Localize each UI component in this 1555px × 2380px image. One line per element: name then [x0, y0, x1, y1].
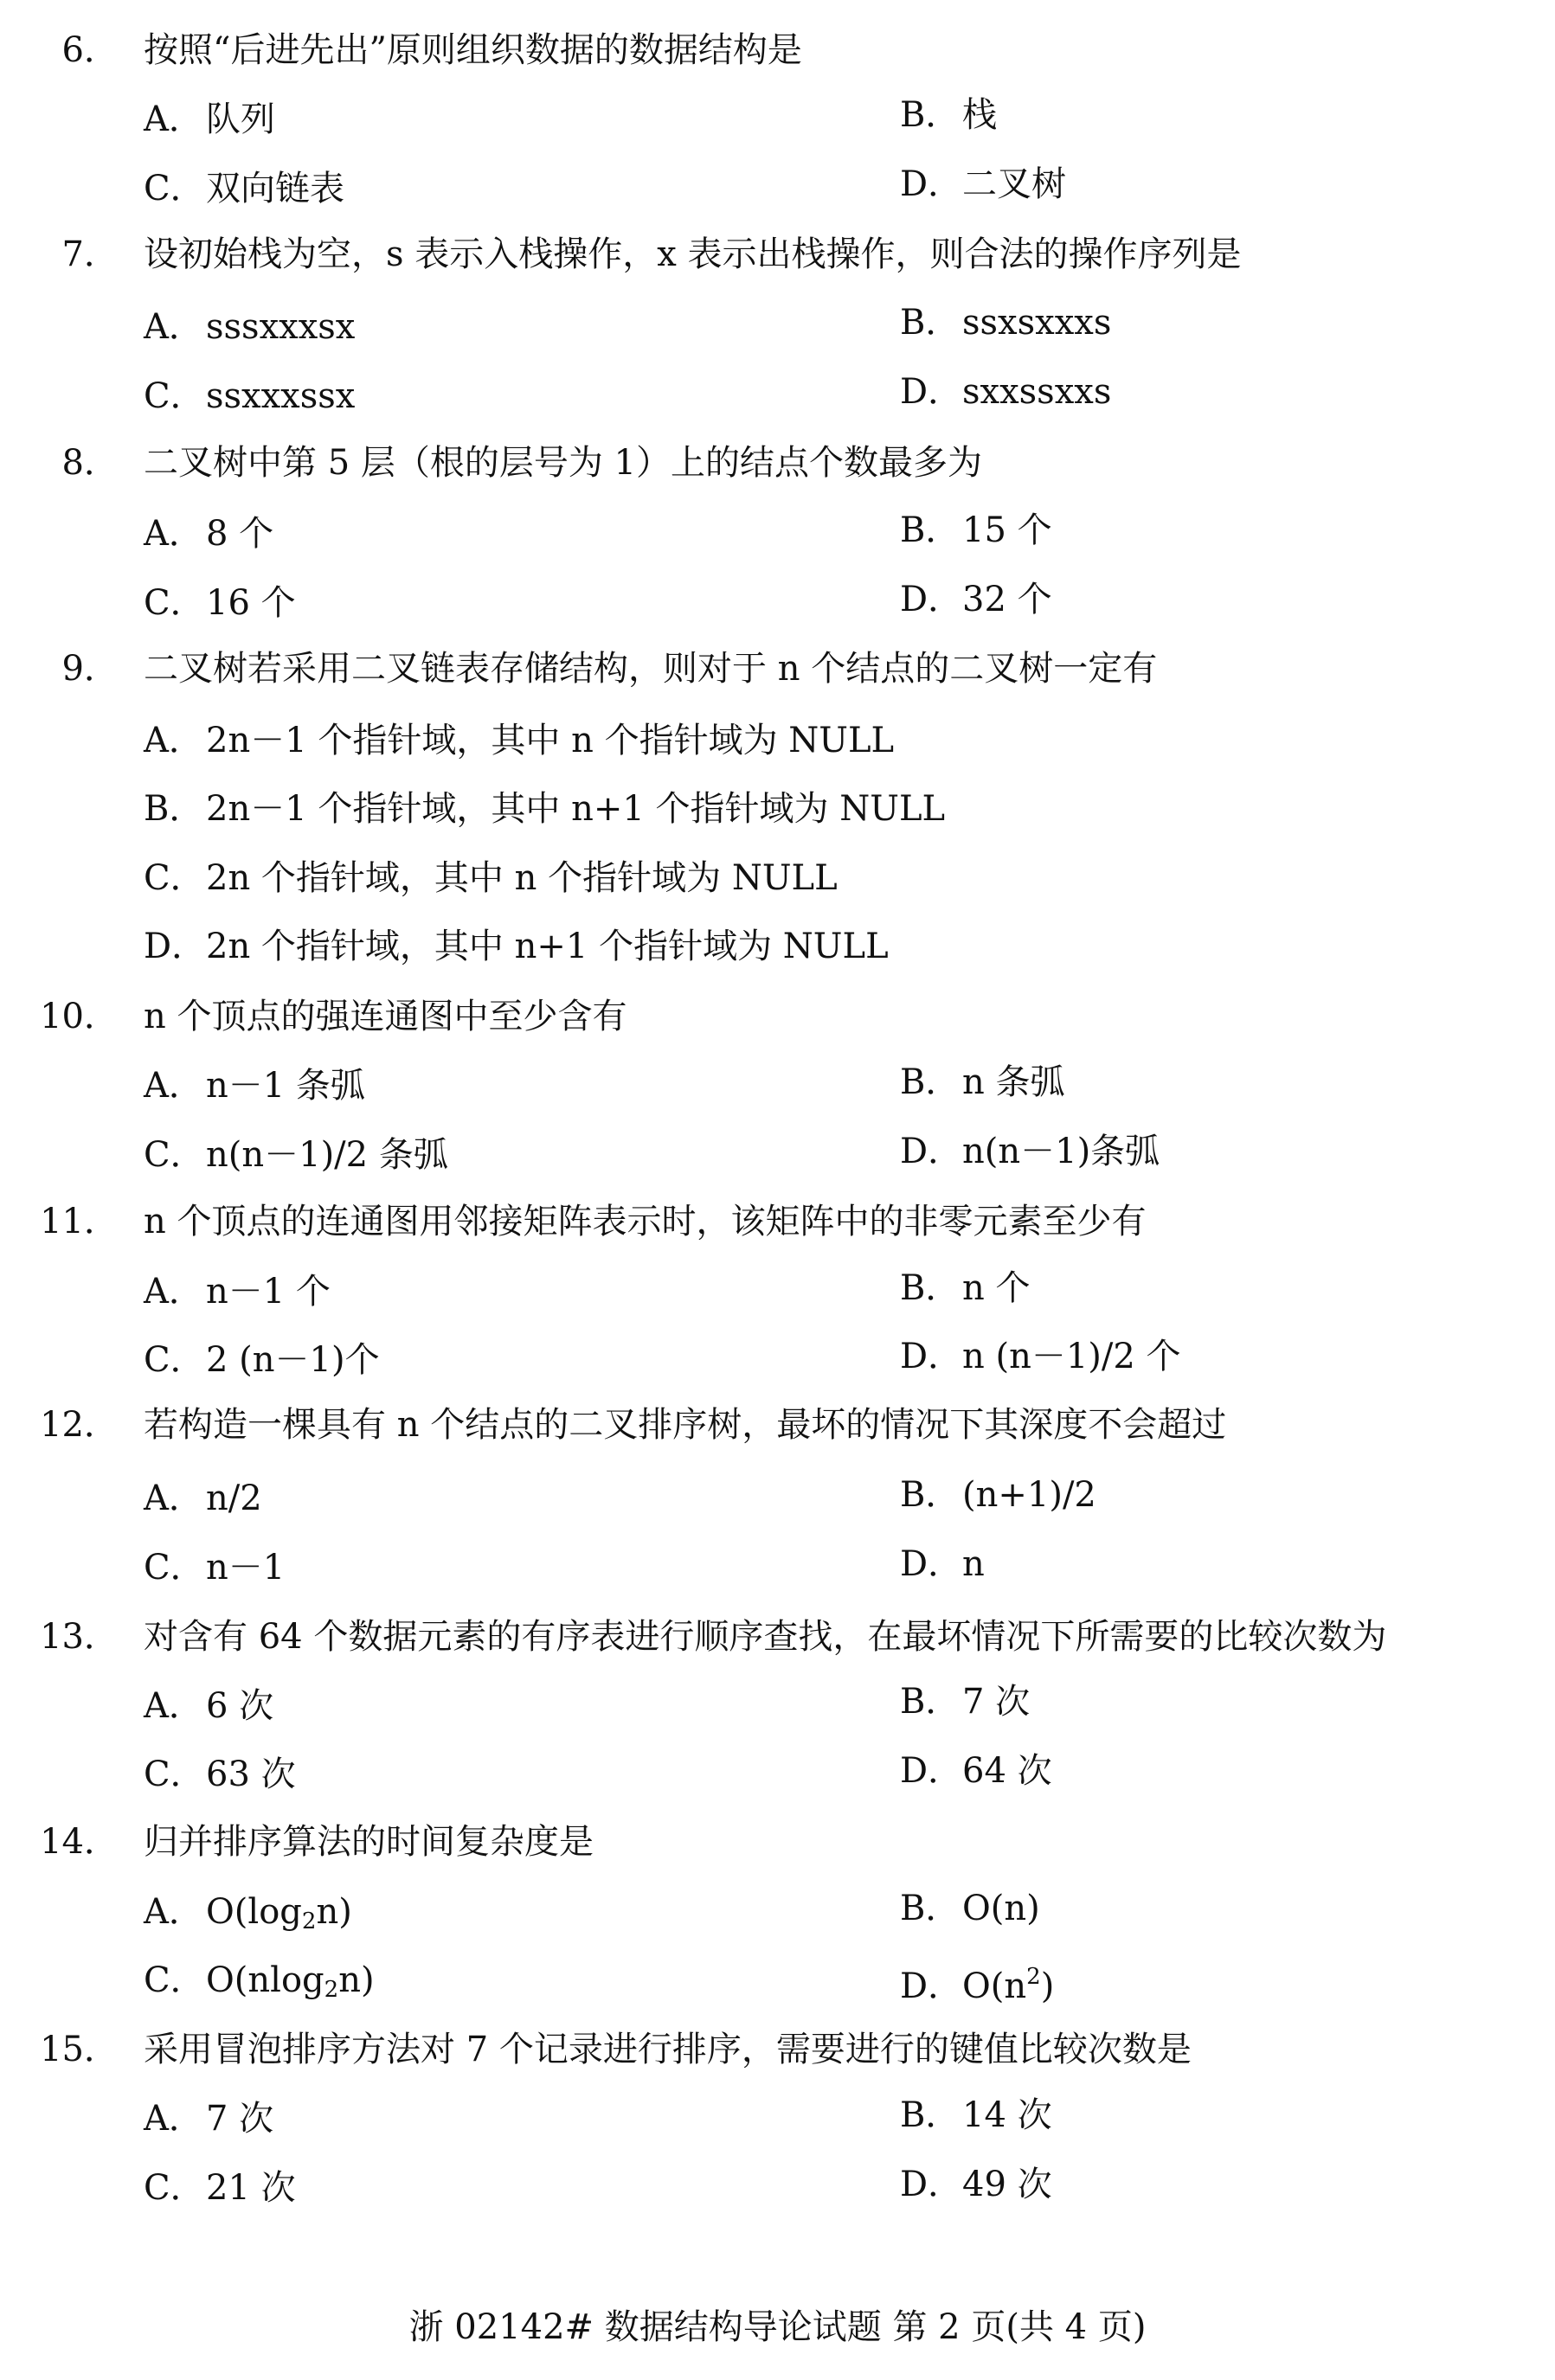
option-text: 32 个 [962, 580, 1052, 619]
page-footer: 浙 02142# 数据结构导论试题 第 2 页(共 4 页) [408, 2307, 1147, 2347]
option-text: n (n－1)/2 个 [962, 1337, 1181, 1376]
option-letter: D． [900, 1132, 963, 1171]
question-text: 归并排序算法的时间复杂度是 [144, 1822, 594, 1862]
option-c [144, 1748, 296, 1800]
option-text: sxxssxxs [962, 372, 1112, 412]
option-text: 2 (n－1)个 [206, 1340, 380, 1380]
option-letter: D． [900, 2165, 963, 2204]
option-letter: D． [900, 580, 963, 619]
question-text: 采用冒泡排序方法对 7 个记录进行排序，需要进行的键值比较次数是 [144, 2030, 1192, 2069]
question-text: 设初始栈为空，s 表示入栈操作，x 表示出栈操作，则合法的操作序列是 [144, 234, 1242, 274]
question-text: 按照“后进先出”原则组织数据的数据结构是 [144, 30, 802, 70]
option-letter: B． [900, 1889, 961, 1928]
option-text: 16 个 [206, 583, 296, 623]
question-number: 14． [40, 1822, 119, 1862]
option-b [900, 89, 997, 141]
option-letter: C． [144, 1340, 205, 1380]
option-d [900, 1745, 1052, 1797]
question-number: 11． [40, 1202, 119, 1241]
option-letter: C． [144, 169, 205, 208]
option-letter: C． [144, 583, 205, 623]
option-a [144, 1886, 352, 1938]
option-text: 2n－1 个指针域，其中 n 个指针域为 NULL [206, 721, 895, 760]
option-c [144, 1334, 380, 1386]
option-a [144, 1472, 262, 1524]
option-b [900, 2089, 1052, 2141]
option-text-post: n) [338, 1960, 375, 2000]
question-10 [0, 991, 1555, 1042]
option-subscript: 2 [301, 1908, 317, 1934]
option-letter: C． [144, 2168, 205, 2208]
option-b [900, 297, 1111, 349]
option-letter: A． [144, 514, 203, 554]
option-letter: A． [144, 1479, 203, 1518]
option-text: 64 次 [962, 1751, 1052, 1791]
option-letter: D． [144, 927, 207, 966]
option-letter: B． [900, 1062, 961, 1102]
option-text: 8 个 [206, 514, 274, 554]
question-text: 二叉树中第 5 层（根的层号为 1）上的结点个数最多为 [144, 443, 983, 483]
option-c [144, 1954, 375, 2006]
option-text: 15 个 [962, 510, 1052, 550]
option-c [144, 1129, 448, 1181]
option-c [144, 1542, 285, 1594]
option-d [144, 921, 889, 972]
option-letter: A． [144, 1686, 203, 1726]
question-number: 8． [61, 443, 119, 483]
option-letter: A． [144, 1892, 203, 1932]
option-d [900, 158, 1066, 210]
option-d [900, 1538, 985, 1590]
question-number: 6． [61, 30, 119, 70]
option-letter: D． [900, 164, 963, 204]
option-text: n 个 [962, 1268, 1031, 1308]
option-subscript: 2 [324, 1977, 339, 2003]
option-d [900, 1126, 1160, 1177]
option-text: n [962, 1544, 985, 1584]
option-letter: B． [144, 789, 204, 829]
option-letter: C． [144, 376, 205, 416]
option-text: 双向链表 [206, 169, 344, 208]
option-text: ssxxxssx [206, 376, 356, 416]
option-text: 49 次 [962, 2165, 1052, 2204]
question-number: 15． [40, 2030, 119, 2069]
option-text: (n+1)/2 [962, 1475, 1096, 1515]
option-letter: B． [900, 1682, 961, 1722]
option-text: 6 次 [206, 1686, 274, 1726]
option-d [900, 2159, 1052, 2210]
option-c [144, 163, 344, 215]
option-c [144, 2162, 296, 2214]
option-text-post: ) [1040, 1966, 1055, 2006]
option-letter: A． [144, 1066, 203, 1106]
question-15 [0, 2024, 1555, 2075]
option-a [144, 1060, 365, 1112]
option-a [144, 93, 275, 145]
question-7 [0, 228, 1555, 280]
option-letter: B． [900, 1475, 961, 1515]
question-text: 二叉树若采用二叉链表存储结构，则对于 n 个结点的二叉树一定有 [144, 649, 1158, 689]
option-c [144, 577, 296, 629]
option-text: 2n－1 个指针域，其中 n+1 个指针域为 NULL [206, 789, 946, 829]
option-c [144, 852, 838, 904]
option-letter: A． [144, 2099, 203, 2139]
question-13 [0, 1611, 1555, 1663]
question-number: 7． [61, 234, 119, 274]
option-text: 2n 个指针域，其中 n+1 个指针域为 NULL [206, 927, 889, 966]
option-b [900, 504, 1052, 556]
option-d [900, 574, 1052, 625]
option-letter: B． [900, 2095, 961, 2135]
option-b [900, 1883, 1040, 1934]
option-superscript: 2 [1026, 1964, 1041, 1990]
option-text: 二叉树 [962, 164, 1066, 204]
question-text: n 个顶点的连通图用邻接矩阵表示时，该矩阵中的非零元素至少有 [144, 1202, 1147, 1241]
question-text: 对含有 64 个数据元素的有序表进行顺序查找，在最坏情况下所需要的比较次数为 [144, 1617, 1387, 1657]
option-letter: D． [900, 1337, 963, 1376]
option-d [900, 366, 1111, 418]
question-9 [0, 643, 1555, 695]
option-letter: B． [900, 1268, 961, 1308]
option-letter: B． [900, 510, 961, 550]
question-8 [0, 437, 1555, 489]
option-b [900, 1676, 1030, 1728]
option-letter: D． [900, 1966, 963, 2006]
option-text: sssxxxsx [206, 307, 356, 347]
option-text: n(n－1)条弧 [962, 1132, 1160, 1171]
option-letter: C． [144, 1755, 205, 1794]
option-letter: C． [144, 1135, 205, 1175]
option-letter: C． [144, 858, 205, 898]
option-text: n 条弧 [962, 1062, 1065, 1102]
option-text-pre: O(nlog [206, 1960, 324, 2000]
option-letter: B． [900, 95, 961, 135]
option-letter: D． [900, 372, 963, 412]
option-text: 14 次 [962, 2095, 1052, 2135]
option-text: O(n) [962, 1889, 1040, 1928]
option-text-pre: O(n [962, 1966, 1027, 2006]
option-a [144, 2093, 273, 2145]
option-text: n－1 [206, 1548, 286, 1588]
option-letter: A． [144, 1272, 203, 1312]
option-a [144, 508, 273, 560]
option-b [144, 783, 945, 835]
option-letter: D． [900, 1544, 963, 1584]
question-number: 10． [40, 997, 119, 1036]
question-12 [0, 1399, 1555, 1451]
option-text: 21 次 [206, 2168, 296, 2208]
option-a [144, 1680, 273, 1732]
option-letter: C． [144, 1548, 205, 1588]
option-letter: D． [900, 1751, 963, 1791]
question-text: n 个顶点的强连通图中至少含有 [144, 997, 627, 1036]
option-text: ssxsxxxs [962, 303, 1112, 343]
option-letter: C． [144, 1960, 205, 2000]
option-letter: B． [900, 303, 961, 343]
option-text: 63 次 [206, 1755, 296, 1794]
question-text: 若构造一棵具有 n 个结点的二叉排序树，最坏的情况下其深度不会超过 [144, 1405, 1227, 1445]
option-a [144, 715, 894, 767]
question-number: 12． [40, 1405, 119, 1445]
option-a [144, 1266, 331, 1318]
option-letter: A． [144, 99, 203, 139]
option-b [900, 1056, 1064, 1108]
option-text: n(n－1)/2 条弧 [206, 1135, 448, 1175]
question-11 [0, 1196, 1555, 1248]
option-letter: A． [144, 721, 203, 760]
option-text: 7 次 [962, 1682, 1031, 1722]
option-text-post: n) [316, 1892, 352, 1932]
question-14 [0, 1816, 1555, 1868]
option-text: 栈 [962, 95, 997, 135]
question-number: 13． [40, 1617, 119, 1657]
option-text: n－1 条弧 [206, 1066, 365, 1106]
option-text-pre: O(log [206, 1892, 302, 1932]
option-b [900, 1262, 1030, 1314]
option-text: 7 次 [206, 2099, 274, 2139]
option-letter: A． [144, 307, 203, 347]
option-text: n－1 个 [206, 1272, 331, 1312]
option-b [900, 1469, 1096, 1521]
option-d [900, 1331, 1181, 1382]
option-a [144, 301, 355, 353]
option-text: 2n 个指针域，其中 n 个指针域为 NULL [206, 858, 838, 898]
question-number: 9． [61, 649, 119, 689]
option-c [144, 370, 355, 422]
option-d [900, 1951, 1055, 2006]
option-text: 队列 [206, 99, 275, 139]
option-text: n/2 [206, 1479, 262, 1518]
question-6 [0, 24, 1555, 76]
